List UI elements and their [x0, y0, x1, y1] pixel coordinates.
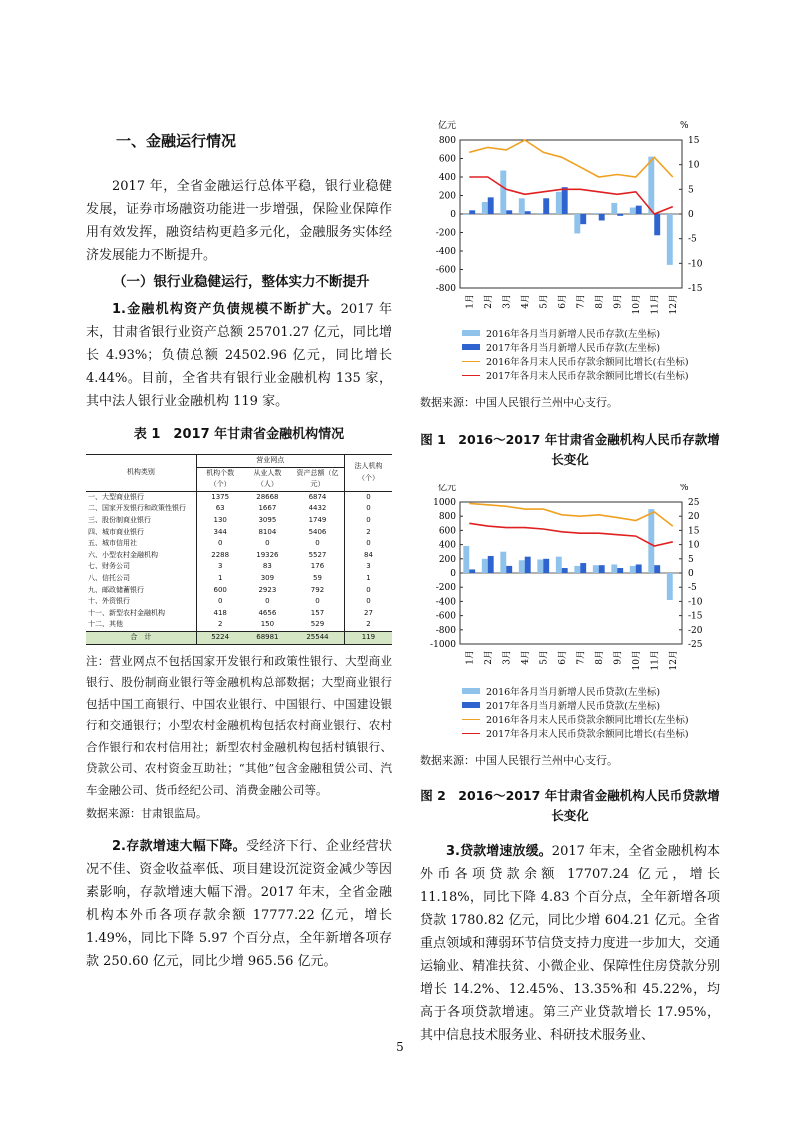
legend-label: 2017年各月当月新增人民币贷款(左坐标): [486, 701, 661, 712]
deposit-chart: [420, 112, 720, 322]
cell-count: 344: [196, 527, 244, 539]
bar-2017: [580, 563, 586, 573]
y-right-unit: %: [680, 484, 689, 493]
bar-2017: [617, 214, 623, 216]
cell-staff: 1667: [258, 504, 277, 513]
bar-2016: [556, 192, 562, 214]
cell-staff: 3095: [258, 515, 277, 524]
x-category-label: 9月: [613, 294, 624, 309]
cell-name: 五、城市信用社: [88, 539, 137, 548]
bar-2017: [654, 214, 660, 235]
y-left-tick: 0: [450, 569, 456, 579]
y-right-tick: 0: [688, 210, 694, 220]
cell-legal: 2: [344, 619, 392, 631]
cell-legal: 0: [344, 538, 392, 550]
bar-2016: [463, 546, 469, 573]
y-right-tick: 0: [688, 569, 694, 579]
y-right-tick: 15: [688, 136, 700, 146]
bar-2017: [488, 197, 494, 214]
y-left-tick: 200: [438, 191, 456, 202]
y-right-tick: -20: [688, 625, 703, 636]
x-category-label: 2月: [483, 294, 494, 309]
cell-name: 一、大型商业银行: [88, 492, 144, 501]
bar-2016: [574, 214, 580, 233]
bar-2016: [611, 203, 617, 214]
table-row: [86, 561, 392, 573]
y-right-tick: 25: [688, 498, 700, 508]
loan-chart-legend: [462, 684, 720, 740]
cell-legal: 0: [344, 596, 392, 608]
x-category-label: 10月: [631, 294, 642, 315]
legend-swatch: [462, 344, 480, 350]
y-right-tick: -15: [688, 284, 703, 294]
y-right-tick: 10: [688, 160, 700, 171]
cell-name: 十、外资银行: [88, 597, 130, 606]
cell-assets: 0: [315, 539, 320, 548]
bar-2016: [630, 566, 636, 573]
cell-count: 2: [196, 619, 244, 631]
x-category-label: 8月: [594, 650, 605, 665]
y-left-tick: -800: [435, 625, 456, 636]
legend-swatch: [462, 361, 480, 362]
x-category-label: 1月: [465, 650, 476, 665]
x-category-label: 5月: [539, 650, 550, 665]
legend-swatch: [462, 733, 480, 734]
cell-staff: 0: [265, 597, 270, 606]
x-category-label: 1月: [465, 294, 476, 309]
col-staff: 从业人数（人）: [244, 467, 291, 491]
intro-paragraph: 2017 年，全省金融运行总体平稳，银行业稳健发展，证券市场融资功能进一步增强，保险业保障作用有效发挥，融资结构更趋多元化，金融服务实体经济发展能力不断提升。: [86, 179, 392, 263]
legend-swatch: [462, 688, 480, 694]
y-left-unit: 亿元: [438, 121, 457, 131]
y-left-tick: -400: [435, 597, 456, 608]
table-note: 注：营业网点不包括国家开发银行和政策性银行、大型商业银行、股份制商业银行等金融机构总部数据；大型商业银行包括中国工商银行、中国农业银行、中国银行、中国建设银行和交通银行；小型农村金融机构包括农村商业银行、农村合作银行和农村信用社；新型农村金融机构包括村镇银行、贷款公司、农村资金互助社；“其他”包含金融租赁公司、汽车金融公司、货币经纪公司、消费金融公司等。: [86, 653, 392, 797]
x-category-label: 12月: [668, 294, 679, 315]
cell-staff: 4656: [258, 608, 277, 617]
line-series-3: [469, 177, 673, 214]
y-right-tick: -5: [688, 583, 697, 594]
cell-count: 418: [196, 608, 244, 620]
x-category-label: 2月: [483, 650, 494, 665]
x-category-label: 4月: [520, 294, 531, 309]
y-left-tick: 0: [450, 210, 456, 220]
legend-item: [462, 326, 720, 340]
left-column: [86, 120, 392, 973]
cell-assets: 25544: [291, 631, 344, 644]
bar-2017: [506, 210, 512, 214]
col-legal: 法人机构（个）: [344, 455, 392, 492]
institutions-table: [86, 454, 392, 645]
cell-assets: 1749: [308, 515, 327, 524]
line-series-2: [469, 140, 673, 177]
cell-count: 600: [196, 585, 244, 597]
cell-name: 六、小型农村金融机构: [88, 550, 158, 559]
legend-label: 2016年各月末人民币贷款余额同比增长(左坐标): [486, 715, 689, 726]
bar-2016: [537, 213, 543, 214]
cell-assets: 6874: [308, 492, 327, 501]
cell-count: 0: [196, 596, 244, 608]
legend-label: 2016年各月末人民币存款余额同比增长(右坐标): [486, 357, 689, 368]
y-left-tick: 400: [438, 540, 456, 551]
legend-item: [462, 340, 720, 354]
bar-2016: [593, 213, 599, 214]
bar-2017: [506, 566, 512, 573]
table-row: [86, 503, 392, 515]
legend-swatch: [462, 719, 480, 720]
table-row: [86, 619, 392, 631]
table-row: [86, 596, 392, 608]
y-left-tick: 600: [438, 526, 456, 537]
fig2-caption: 图 2 2016～2017 年甘肃省金融机构人民币贷款增长变化: [420, 788, 720, 823]
cell-assets: 0: [315, 597, 320, 606]
x-category-label: 7月: [576, 650, 587, 665]
cell-count: 1: [196, 573, 244, 585]
y-right-tick: 15: [688, 526, 700, 537]
x-category-label: 11月: [650, 650, 661, 671]
paragraph-1: [86, 298, 392, 413]
y-left-tick: 400: [438, 173, 456, 183]
y-left-tick: -600: [435, 265, 456, 276]
cell-count: 1375: [196, 491, 244, 503]
cell-name: 七、财务公司: [88, 562, 130, 571]
bar-2017: [654, 565, 660, 573]
right-column: [420, 112, 720, 1047]
legend-swatch: [462, 375, 480, 376]
cell-count: 3: [196, 561, 244, 573]
x-category-label: 12月: [668, 650, 679, 671]
bar-2017: [580, 214, 586, 224]
cell-assets: 4432: [308, 504, 327, 513]
y-right-unit: %: [680, 121, 689, 131]
table-row: [86, 538, 392, 550]
cell-assets: 157: [310, 608, 325, 617]
bar-2017: [543, 198, 549, 214]
table-title: 表 1 2017 年甘肃省金融机构情况: [133, 427, 345, 442]
bar-2016: [482, 559, 488, 573]
bar-2017: [562, 568, 568, 573]
table-source: 数据来源：甘肃银监局。: [86, 807, 207, 820]
bar-2016: [648, 509, 654, 573]
legend-label: 2017年各月当月新增人民币存款(左坐标): [486, 343, 661, 354]
paragraph-3-body: 2017 年末，全省金融机构本外币各项贷款余额 17707.24 亿元，增长 11.18%，同比下降 4.83 个百分点，全年新增各项贷款 1780.82 亿元，同比少增 604.21 亿元。全省重点领域和薄弱环节信贷支持力度进一步加大，交通运输业、精准扶贫、小微企业、保障性住房贷款分别增长 14.2%、12.45%、13.35%和 45.22%，均高于各项贷款增速。第三产业贷款增长 17.95%，其中信息技术服务业、科研技术服务业、: [420, 844, 721, 1043]
y-right-tick: 5: [688, 554, 694, 565]
cell-name: 二、国家开发银行和政策性银行: [88, 504, 186, 513]
legend-item: [462, 712, 720, 726]
paragraph-3: [420, 840, 720, 1047]
cell-assets: 59: [313, 573, 322, 582]
cell-legal: 0: [344, 491, 392, 503]
y-right-tick: -10: [688, 259, 703, 270]
cell-staff: 150: [260, 620, 275, 629]
bar-2017: [636, 206, 642, 214]
cell-staff: 8104: [258, 527, 277, 536]
legend-item: [462, 684, 720, 698]
x-category-label: 11月: [650, 294, 661, 315]
table-row: [86, 608, 392, 620]
cell-name: 八、信托公司: [88, 573, 130, 582]
cell-staff: 68981: [244, 631, 291, 644]
cell-assets: 176: [310, 562, 325, 571]
cell-legal: 27: [344, 608, 392, 620]
y-left-tick: 800: [438, 136, 456, 146]
paragraph-2: [86, 835, 392, 973]
cell-staff: 0: [265, 539, 270, 548]
y-left-tick: -1000: [430, 640, 456, 650]
y-left-unit: 亿元: [438, 484, 457, 493]
table-row: [86, 527, 392, 539]
bar-2017: [488, 556, 494, 573]
cell-legal: 0: [344, 585, 392, 597]
bar-2016: [611, 564, 617, 573]
y-left-tick: -800: [435, 284, 456, 294]
line-series-2: [469, 503, 673, 526]
y-right-tick: -25: [688, 640, 703, 650]
legend-label: 2017年各月末人民币贷款余额同比增长(右坐标): [486, 729, 689, 740]
cell-name: 四、城市商业银行: [88, 527, 144, 536]
bar-2017: [636, 564, 642, 573]
bar-2016: [500, 552, 506, 573]
paragraph-3-lead: 3.贷款增速放缓。: [446, 844, 552, 859]
y-right-tick: 5: [688, 185, 694, 196]
legend-label: 2016年各月当月新增人民币贷款(左坐标): [486, 687, 661, 698]
y-left-tick: 600: [438, 154, 456, 165]
subsection-title: （一）银行业稳健运行，整体实力不断提升: [113, 274, 370, 290]
fig1-source: 数据来源：中国人民银行兰州中心支行。: [420, 396, 618, 409]
bar-2016: [667, 214, 673, 265]
cell-staff: 28668: [256, 492, 279, 501]
x-category-label: 4月: [520, 650, 531, 665]
cell-name: 九、邮政储蓄银行: [88, 585, 144, 594]
page-number: 5: [396, 1040, 404, 1054]
legend-item: [462, 726, 720, 740]
y-left-tick: 1000: [433, 498, 456, 508]
bar-2016: [667, 573, 673, 600]
x-category-label: 5月: [539, 294, 550, 309]
col-group: 营业网点: [196, 455, 344, 468]
table-row: [86, 573, 392, 585]
table-row: [86, 550, 392, 562]
fig1-caption: 图 1 2016～2017 年甘肃省金融机构人民币存款增长变化: [420, 432, 720, 467]
bar-2017: [469, 569, 475, 573]
bar-2016: [500, 171, 506, 214]
y-left-tick: -400: [435, 247, 456, 257]
col-count: 机构个数（个）: [196, 467, 244, 491]
table-row: [86, 491, 392, 503]
bar-2017: [562, 187, 568, 214]
y-right-tick: -10: [688, 597, 703, 608]
y-right-tick: -15: [688, 611, 703, 622]
bar-2017: [617, 568, 623, 573]
cell-name: 十二、其他: [88, 620, 123, 629]
deposit-chart-legend: [462, 326, 720, 382]
y-left-tick: -200: [435, 228, 456, 239]
cell-staff: 309: [260, 573, 275, 582]
y-left-tick: -600: [435, 611, 456, 622]
cell-name: 十一、新型农村金融机构: [88, 608, 165, 617]
x-category-label: 3月: [502, 650, 513, 665]
bar-2016: [630, 208, 636, 214]
cell-legal: 2: [344, 527, 392, 539]
paragraph-2-lead: 2.存款增速大幅下降。: [112, 839, 246, 854]
cell-assets: 5527: [308, 550, 327, 559]
bar-2017: [599, 214, 605, 220]
x-category-label: 7月: [576, 294, 587, 309]
y-left-tick: 800: [438, 512, 456, 523]
y-right-tick: 20: [688, 512, 700, 523]
cell-legal: 3: [344, 561, 392, 573]
cell-count: 5224: [196, 631, 244, 644]
legend-label: 2016年各月当月新增人民币存款(左坐标): [486, 329, 661, 340]
table-row: [86, 585, 392, 597]
table-row: [86, 515, 392, 527]
line-series-3: [469, 523, 673, 546]
x-category-label: 10月: [631, 650, 642, 671]
bar-2016: [519, 560, 525, 573]
loan-chart: [420, 484, 720, 680]
cell-count: 63: [196, 503, 244, 515]
x-category-label: 6月: [557, 650, 568, 665]
bar-2017: [469, 210, 475, 214]
x-category-label: 6月: [557, 294, 568, 309]
col-assets: 资产总额（亿元）: [291, 467, 344, 491]
col-category: 机构类别: [86, 455, 196, 492]
x-category-label: 8月: [594, 294, 605, 309]
legend-item: [462, 368, 720, 382]
bar-2016: [556, 557, 562, 573]
paragraph-2-body: 受经济下行、企业经营状况不佳、资金收益率低、项目建设沉淀资金减少等因素影响，存款增速大幅下滑。2017 年末，全省金融机构本外币各项存款余额 17777.22 亿元，增长 1.49%，同比下降 5.97 个百分点，全年新增各项存款 250.60 亿元，同比少增 965.56 亿元。: [86, 839, 392, 969]
bar-2017: [525, 211, 531, 214]
y-left-tick: 200: [438, 554, 456, 565]
y-right-tick: 10: [688, 540, 700, 551]
table-total-row: [86, 631, 392, 644]
bar-2017: [599, 565, 605, 573]
fig2-source: 数据来源：中国人民银行兰州中心支行。: [420, 754, 618, 767]
paragraph-1-body: 2017 年末，甘肃省银行业资产总额 25701.27 亿元，同比增长 4.93%；负债总额 24502.96 亿元，同比增长 4.44%。目前，全省共有银行业金融机构 135 家，其中法人银行业金融机构 119 家。: [86, 302, 393, 409]
cell-legal: 119: [344, 631, 392, 644]
cell-legal: 0: [344, 515, 392, 527]
bar-2016: [519, 198, 525, 214]
cell-staff: 2923: [258, 585, 277, 594]
cell-assets: 792: [310, 585, 325, 594]
cell-staff: 83: [262, 562, 272, 571]
bar-2016: [537, 560, 543, 573]
cell-assets: 529: [310, 620, 325, 629]
legend-label: 2017年各月末人民币存款余额同比增长(右坐标): [486, 371, 689, 382]
legend-item: [462, 698, 720, 712]
legend-swatch: [462, 330, 480, 336]
cell-count: 0: [196, 538, 244, 550]
cell-name: 三、股份制商业银行: [88, 515, 151, 524]
cell-name: 合 计: [86, 631, 196, 644]
bar-2017: [525, 557, 531, 573]
section-title: 一、金融运行情况: [116, 132, 237, 150]
y-left-tick: -200: [435, 583, 456, 594]
bar-2017: [543, 559, 549, 573]
legend-item: [462, 354, 720, 368]
cell-count: 2288: [196, 550, 244, 562]
bar-2016: [482, 202, 488, 214]
cell-legal: 84: [344, 550, 392, 562]
cell-count: 130: [196, 515, 244, 527]
cell-legal: 1: [344, 573, 392, 585]
cell-staff: 19326: [256, 550, 279, 559]
x-category-label: 3月: [502, 294, 513, 309]
bar-2016: [593, 565, 599, 573]
paragraph-1-lead: 1.金融机构资产负债规模不断扩大。: [112, 302, 341, 317]
legend-swatch: [462, 702, 480, 708]
cell-legal: 0: [344, 503, 392, 515]
y-right-tick: -5: [688, 234, 697, 245]
cell-assets: 5406: [308, 527, 327, 536]
x-category-label: 9月: [613, 650, 624, 665]
bar-2016: [648, 157, 654, 214]
bar-2016: [574, 566, 580, 573]
bar-2016: [463, 214, 469, 215]
